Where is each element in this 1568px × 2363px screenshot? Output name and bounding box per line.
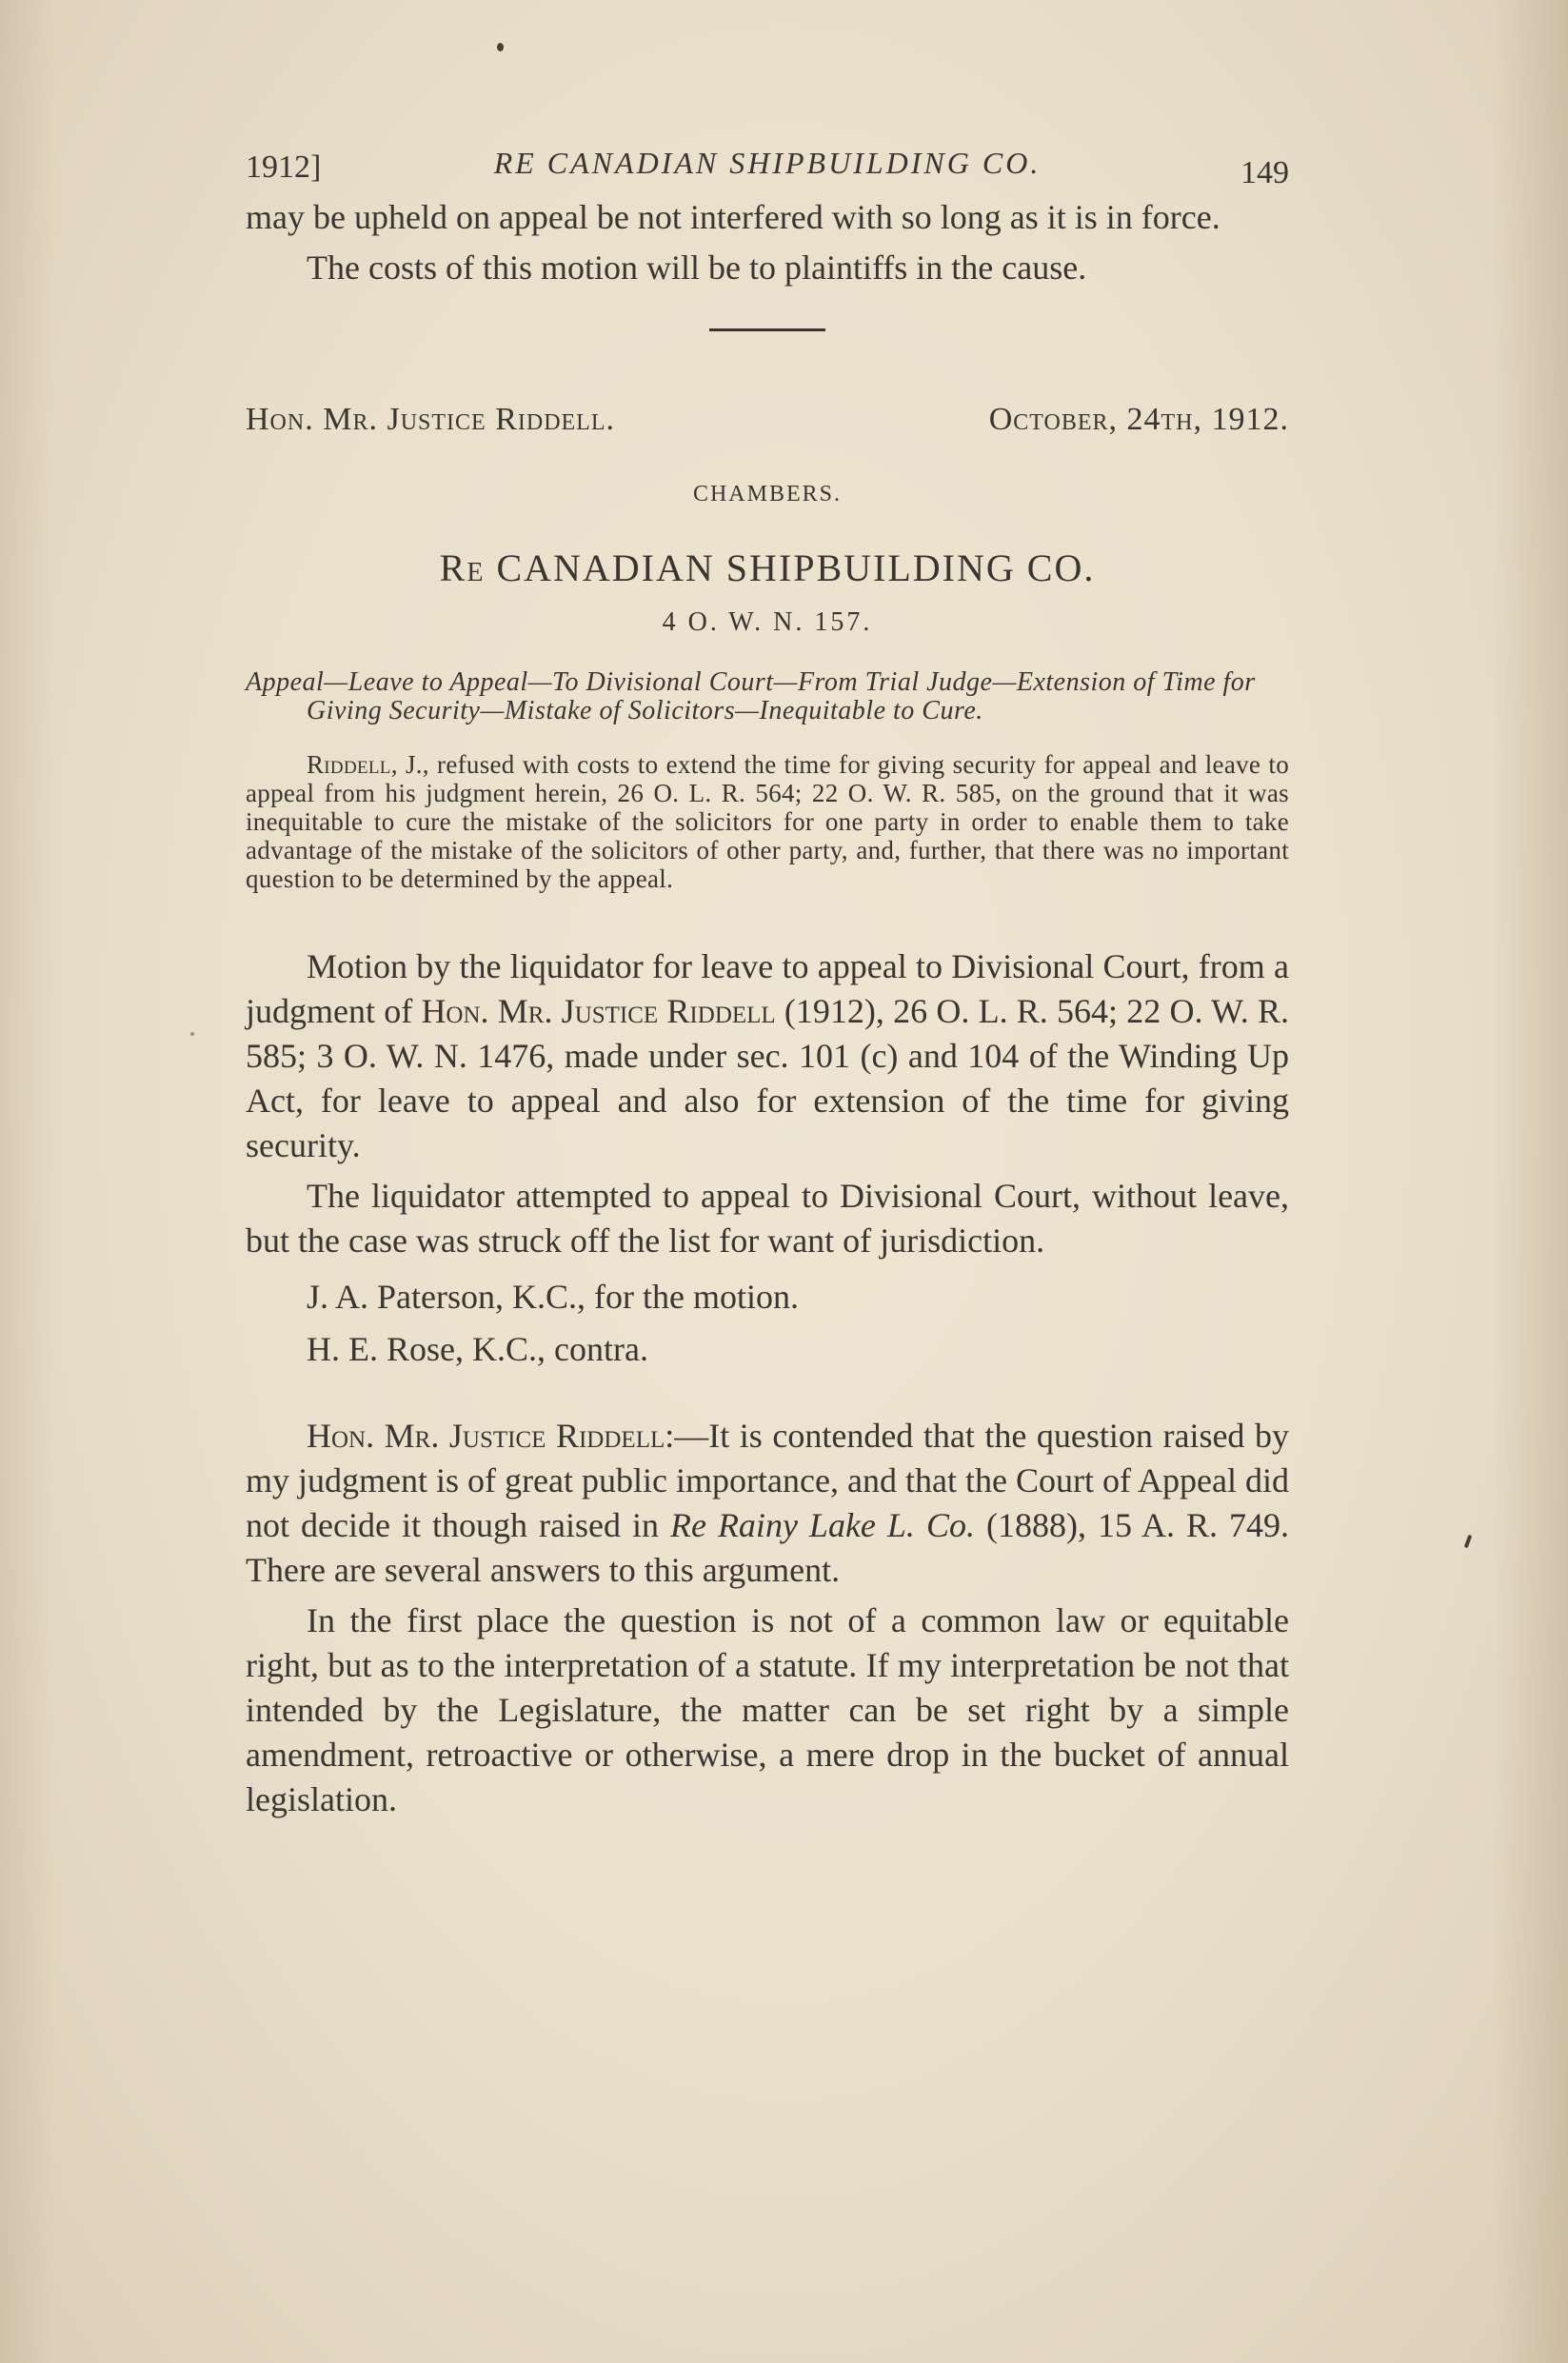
- case-title-prefix: Re: [439, 546, 486, 589]
- page-left-shading: [0, 0, 57, 2363]
- judge-date-line: [246, 402, 1289, 447]
- liquidator-paragraph: The liquidator attempted to appeal to Divisional Court, without leave, but the case was struck off the list for want of jurisdiction.: [246, 1177, 1289, 1260]
- continuation-paragraph: may be upheld on appeal be not interfered with so long as it is in force.: [246, 198, 1221, 236]
- headnote-summary: [246, 750, 1289, 893]
- speck: [497, 43, 504, 51]
- running-head-title: RE CANADIAN SHIPBUILDING CO.: [493, 146, 1042, 180]
- summary-judge-name: Riddell: [307, 750, 391, 779]
- judge-name: Hon. Mr. Justice Riddell.: [246, 402, 616, 437]
- running-head-year: 1912]: [246, 149, 322, 185]
- section-divider: [709, 328, 825, 331]
- case-title-text: CANADIAN SHIPBUILDING CO.: [485, 546, 1096, 589]
- court-designation: CHAMBERS.: [692, 482, 843, 506]
- page-content: [246, 138, 1289, 1822]
- page-edge-shading: [1492, 0, 1568, 2363]
- decision-date: October, 24th, 1912.: [988, 402, 1289, 437]
- running-head: [246, 138, 1289, 195]
- speck: [1464, 1535, 1473, 1549]
- judgment-paragraph-2: In the first place the question is not of a common law or equitable right, but as to the interpretation of a statute. If my interpretation be not that intended by the Legislature, the matter can be set right by a simple amendment, retroactive or otherwise, a mere drop in the bucket of annual legislation.: [246, 1601, 1289, 1818]
- cited-case: Re Rainy Lake L. Co.: [669, 1506, 975, 1544]
- page-number: 149: [1241, 155, 1289, 190]
- judgment-judge-name: Hon. Mr. Justice Riddell: [307, 1417, 665, 1455]
- motion-text-1: Motion by the liquidator for leave to appeal to Divisional Court, from a judgment of: [246, 947, 1289, 1030]
- judgment-text-1: :—It is contended that the question raised by my judgment is of great public importance, and that the Court of Appeal did not decide it though raised in: [246, 1417, 1289, 1544]
- summary-text: , J., refused with costs to extend the time for giving security for appeal and leave to appeal from his judgment herein, 26 O. L. R. 564; 22 O. W. R. 585, on the ground that it was inequitable to cure the mistake of the solicitors for one party in order to enable them to take advantage of the mistake of the solicitors of other party, and, further, that there was no important question to be determined by the appeal.: [246, 750, 1289, 893]
- motion-paragraph: [246, 944, 1289, 1168]
- case-citation: 4 O. W. N. 157.: [662, 607, 873, 637]
- motion-text-2: (1912), 26 O. L. R. 564; 22 O. W. R. 585; 3 O. W. N. 1476, made under sec. 101 (c) and 104 of the Winding Up Act, for leave to appeal and also for extension of the time for giving security.: [246, 992, 1289, 1164]
- judgment-text-2: (1888), 15 A. R. 749. There are several answers to this argument.: [246, 1506, 1290, 1589]
- case-title: [246, 546, 1289, 590]
- headnote-catchwords: Appeal—Leave to Appeal—To Divisional Court—From Trial Judge—Extension of Time for Giving Security—Mistake of Solicitors—Inequitable to Cure.: [246, 667, 1256, 725]
- judgment-paragraph-1: [246, 1414, 1289, 1593]
- speck: [190, 1032, 194, 1036]
- motion-judge-name: Hon. Mr. Justice Riddell: [421, 992, 776, 1030]
- costs-paragraph: The costs of this motion will be to plaintiffs in the cause.: [307, 248, 1087, 287]
- counsel-for-motion: J. A. Paterson, K.C., for the motion.: [307, 1278, 799, 1316]
- counsel-contra: H. E. Rose, K.C., contra.: [307, 1330, 648, 1368]
